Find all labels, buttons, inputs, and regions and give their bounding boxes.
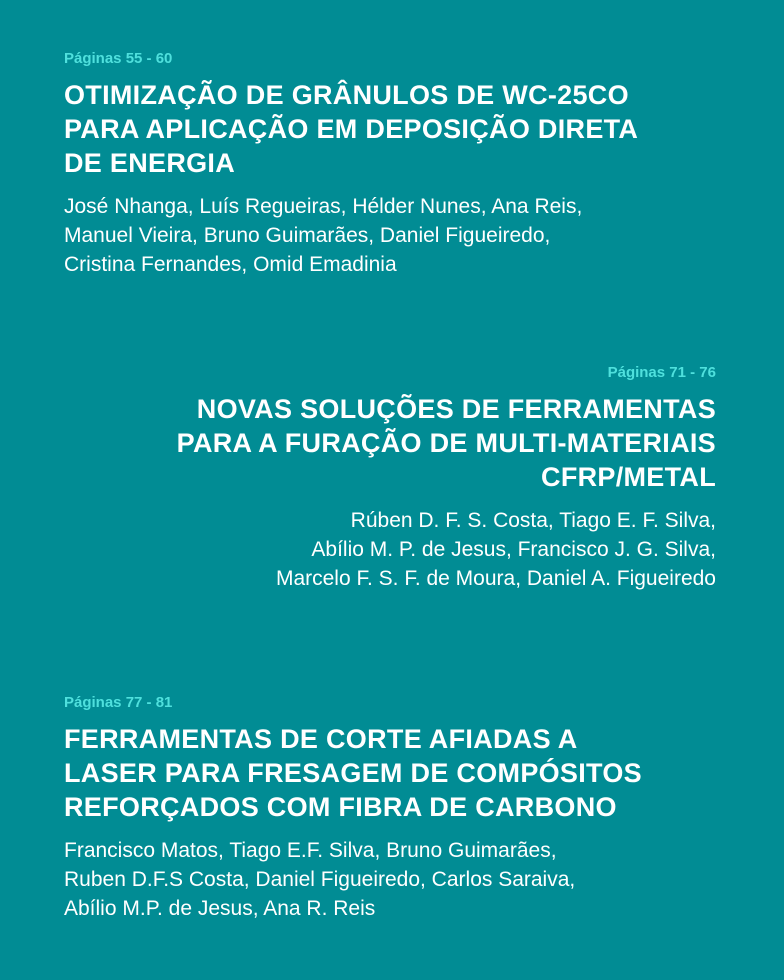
article-title-line: CFRP/METAL — [541, 462, 716, 492]
article-title-line: OTIMIZAÇÃO DE GRÂNULOS DE WC-25CO — [64, 80, 629, 110]
article-title-line: REFORÇADOS COM FIBRA DE CARBONO — [64, 792, 617, 822]
authors-line: José Nhanga, Luís Regueiras, Hélder Nunes, Ana Reis, — [64, 195, 583, 218]
authors-line: Rúben D. F. S. Costa, Tiago E. F. Silva, — [350, 509, 716, 532]
article-entry — [64, 694, 716, 923]
page-range: Páginas 71 - 76 — [607, 364, 716, 381]
article-title — [64, 392, 716, 494]
article-authors — [64, 836, 716, 923]
article-title-line: FERRAMENTAS DE CORTE AFIADAS A — [64, 724, 578, 754]
article-title-line: LASER PARA FRESAGEM DE COMPÓSITOS — [64, 758, 642, 788]
page-range: Páginas 77 - 81 — [64, 694, 173, 711]
authors-line: Manuel Vieira, Bruno Guimarães, Daniel Figueiredo, — [64, 224, 551, 247]
authors-line: Cristina Fernandes, Omid Emadinia — [64, 253, 397, 276]
article-entry — [64, 50, 716, 279]
authors-line: Francisco Matos, Tiago E.F. Silva, Bruno Guimarães, — [64, 839, 557, 862]
authors-line: Marcelo F. S. F. de Moura, Daniel A. Figueiredo — [275, 567, 716, 590]
article-title — [64, 722, 716, 824]
article-title-line: PARA A FURAÇÃO DE MULTI-MATERIAIS — [176, 428, 716, 458]
article-title-line: NOVAS SOLUÇÕES DE FERRAMENTAS — [196, 394, 716, 424]
article-authors — [64, 192, 716, 279]
article-entry — [64, 364, 716, 593]
article-title-line: PARA APLICAÇÃO EM DEPOSIÇÃO DIRETA — [64, 114, 639, 144]
authors-line: Ruben D.F.S Costa, Daniel Figueiredo, Carlos Saraiva, — [64, 868, 576, 891]
article-title — [64, 78, 716, 180]
authors-line: Abílio M. P. de Jesus, Francisco J. G. Silva, — [311, 538, 716, 561]
article-title-line: DE ENERGIA — [64, 148, 236, 178]
article-authors — [64, 506, 716, 593]
authors-line: Abílio M.P. de Jesus, Ana R. Reis — [64, 897, 376, 920]
page-range: Páginas 55 - 60 — [64, 50, 173, 67]
